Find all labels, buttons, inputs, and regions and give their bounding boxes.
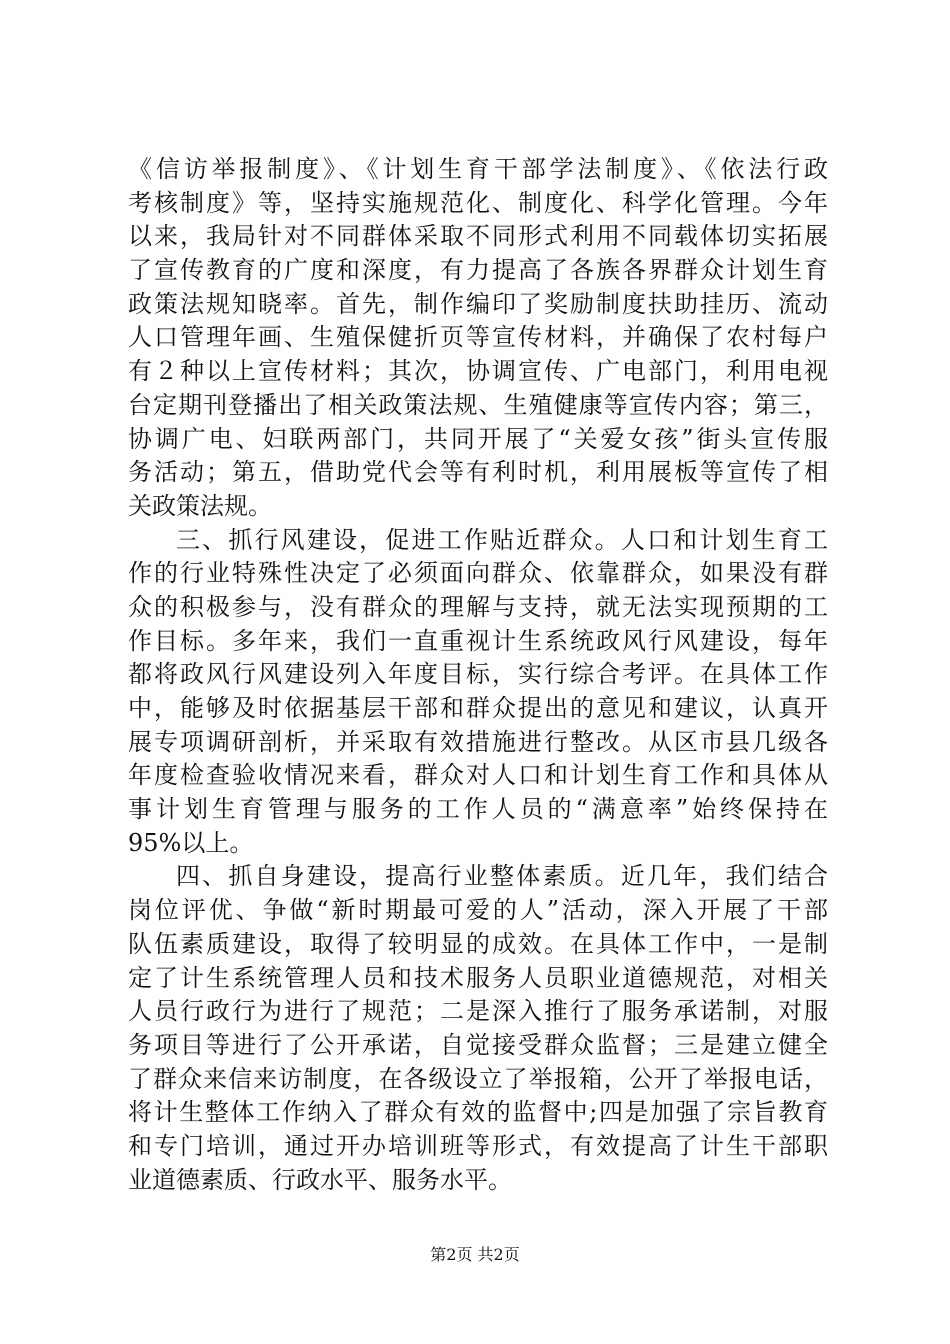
text-line: 台定期刊登播出了相关政策法规、生殖健康等宣传内容；第三， — [128, 390, 828, 419]
text-line: 人口管理年画、生殖保健折页等宣传材料，并确保了农村每户 — [128, 323, 828, 352]
text-line: 务项目等进行了公开承诺，自觉接受群众监督；三是建立健全 — [128, 1030, 828, 1059]
text-line: 95%以上。 — [128, 828, 254, 857]
text-line: 四、抓自身建设，提高行业整体素质。近几年，我们结合 — [176, 862, 828, 891]
text-line: 队伍素质建设，取得了较明显的成效。在具体工作中，一是制 — [128, 929, 828, 958]
text-line: 协调广电、妇联两部门，共同开展了“关爱女孩”街头宣传服 — [128, 424, 828, 453]
text-line: 务活动；第五，借助党代会等有利时机，利用展板等宣传了相 — [128, 458, 828, 487]
text-line: 三、抓行风建设，促进工作贴近群众。人口和计划生育工 — [176, 525, 828, 554]
text-line: 岗位评优、争做“新时期最可爱的人”活动，深入开展了干部 — [128, 896, 828, 925]
text-line: 年度检查验收情况来看，群众对人口和计划生育工作和具体从 — [128, 761, 828, 790]
page-footer: 第2页 共2页 — [430, 1245, 520, 1264]
text-line: 展专项调研剖析，并采取有效措施进行整改。从区市县几级各 — [128, 727, 828, 756]
text-line: 了群众来信来访制度，在各级设立了举报箱，公开了举报电话， — [128, 1064, 828, 1093]
text-line: 以来，我局针对不同群体采取不同形式利用不同载体切实拓展 — [128, 222, 828, 251]
text-line: 关政策法规。 — [128, 491, 272, 520]
text-line: 有２种以上宣传材料；其次，协调宣传、广电部门，利用电视 — [128, 357, 828, 386]
text-line: 人员行政行为进行了规范；二是深入推行了服务承诺制，对服 — [128, 997, 828, 1026]
text-line: 将计生整体工作纳入了群众有效的监督中;四是加强了宗旨教育 — [128, 1098, 828, 1127]
text-line: 事计划生育管理与服务的工作人员的“满意率”始终保持在 — [128, 795, 828, 824]
text-line: 作目标。多年来，我们一直重视计生系统政风行风建设，每年 — [128, 626, 828, 655]
text-line: 作的行业特殊性决定了必须面向群众、依靠群众，如果没有群 — [128, 559, 828, 588]
document-body — [128, 153, 828, 1197]
text-line: 了宣传教育的广度和深度，有力提高了各族各界群众计划生育 — [128, 256, 828, 285]
text-line: 政策法规知晓率。首先，制作编印了奖励制度扶助挂历、流动 — [128, 289, 828, 318]
text-line: 中，能够及时依据基层干部和群众提出的意见和建议，认真开 — [128, 694, 828, 722]
text-line: 业道德素质、行政水平、服务水平。 — [128, 1165, 512, 1194]
text-line: 考核制度》等，坚持实施规范化、制度化、科学化管理。今年 — [128, 188, 828, 217]
text-line: 《信访举报制度》、《计划生育干部学法制度》、《依法行政 — [128, 155, 828, 183]
text-line: 众的积极参与，没有群众的理解与支持，就无法实现预期的工 — [128, 592, 828, 621]
text-line: 定了计生系统管理人员和技术服务人员职业道德规范，对相关 — [128, 963, 828, 992]
text-line: 和专门培训，通过开办培训班等形式，有效提高了计生干部职 — [128, 1131, 828, 1160]
text-line: 都将政风行风建设列入年度目标，实行综合考评。在具体工作 — [128, 660, 828, 689]
